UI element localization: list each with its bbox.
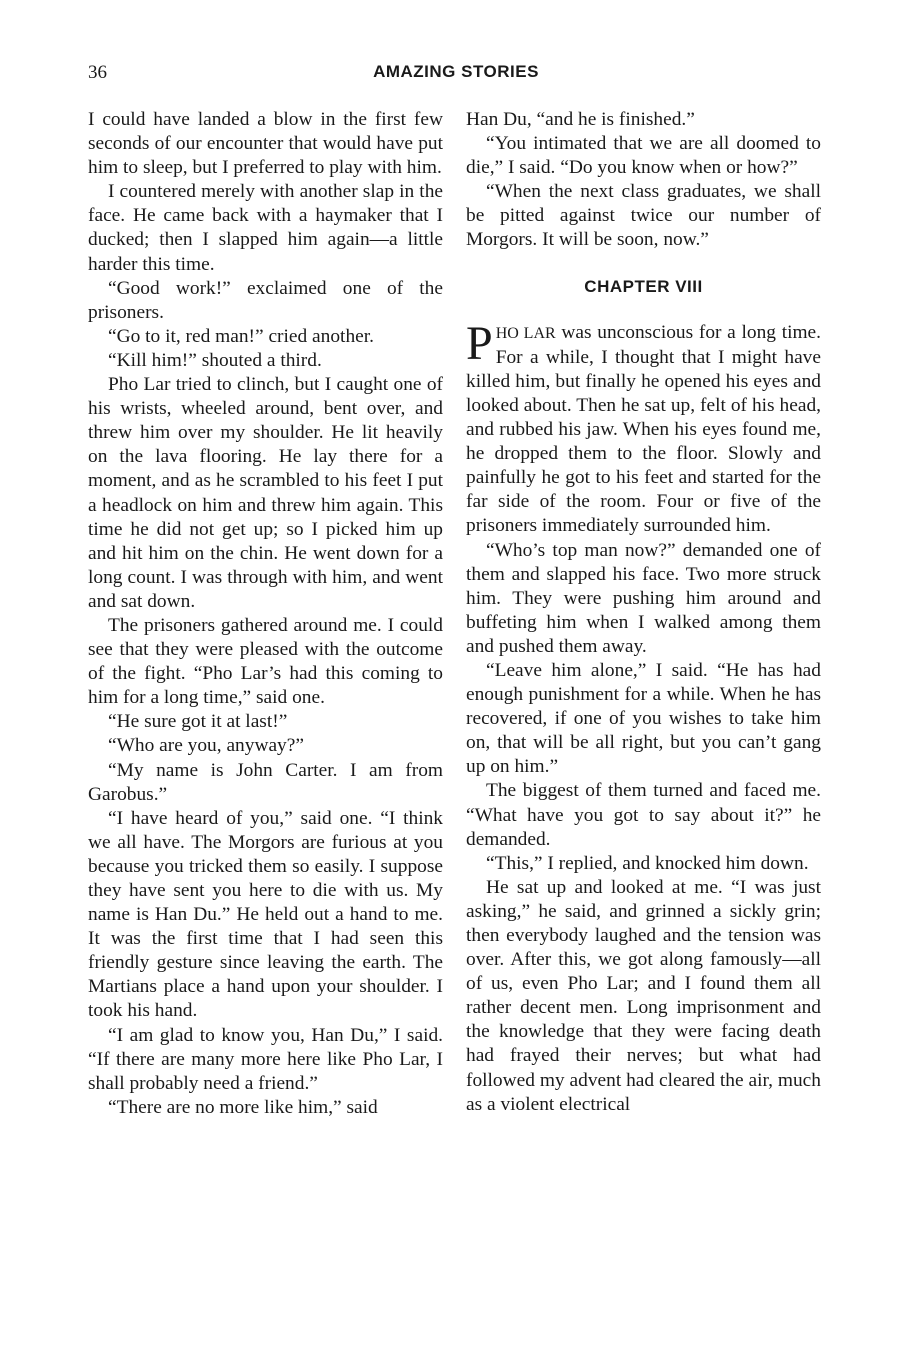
paragraph: “This,” I replied, and knocked him down.	[486, 852, 809, 874]
paragraph: “He sure got it at last!”	[108, 711, 288, 733]
paragraph: “There are no more like him,” said	[108, 1096, 378, 1118]
chapter-heading: CHAPTER VIII	[584, 276, 703, 296]
paragraph: The prisoners gathered around me. I could see that they were pleased with the outcome of the fight. “Pho Lar’s had this coming to him for a long time,” said one.	[88, 614, 443, 709]
left-column	[88, 108, 443, 1120]
paragraph: He sat up and looked at me. “I was just asking,” he said, and grinned a sickly grin; then everybody laughed and the tension was over. After this, we got along famously—all of us, even Pho Lar; and I found them all rather decent men. Long imprisonment and the knowledge that they were facing death had frayed their nerves; but what had followed my advent had cleared the air, much as a violent electrical	[466, 876, 821, 1115]
paragraph: “Who’s top man now?” demanded one of them and slapped his face. Two more struck him. They were pushing him around and buffeting him when I walked among them and pushed them away.	[466, 539, 821, 657]
opening-text: was unconscious for a long time. For a while, I thought that I might have killed him, but finally he opened his eyes and looked about. Then he sat up, felt of his head, and rubbed his jaw. When his eyes found me, he dropped them to the floor. Slowly and painfully he got to his feet and started for the far side of the room. Four or five of the prisoners immediately surrounded him.	[466, 321, 822, 537]
paragraph: Pho Lar tried to clinch, but I caught one of his wrists, wheeled around, bent over, and threw him over my shoulder. He lit heavily on the lava flooring. He lay there for a moment, and as he scrambled to his feet I put a headlock on him and threw him again. This time he did not get up; so I picked him up and hit him on the chin. He went down for a long count. I was through with him, and went and sat down.	[88, 374, 443, 612]
lead-in-caps: HO LAR	[495, 324, 556, 342]
right-column	[466, 108, 821, 1117]
paragraph: Han Du, “and he is finished.”	[466, 109, 695, 130]
page-header	[88, 62, 824, 92]
running-head: AMAZING STORIES	[373, 62, 539, 81]
paragraph: “Kill him!” shouted a third.	[108, 349, 322, 371]
paragraph: “When the next class graduates, we shall be pitted against twice our number of Morgors. It will be soon, now.”	[466, 181, 821, 251]
paragraph: “Leave him alone,” I said. “He has had enough punishment for a while. When he has recovered, if one of you wishes to take him on, that will be all right, but you can’t gang up on him.”	[466, 659, 821, 778]
paragraph: “I have heard of you,” said one. “I think we all have. The Morgors are furious at you because you tricked them so easily. I suppose they have sent you here to die with us. My name is Han Du.” He held out a hand to me. It was the first time that I had seen this friendly gesture since leaving the earth. The Martians place a hand upon your shoulder. I took his hand.	[88, 807, 443, 1022]
page-number: 36	[88, 62, 107, 83]
paragraph: “Who are you, anyway?”	[108, 735, 304, 757]
paragraph: The biggest of them turned and faced me. “What have you got to say about it?” he demanded.	[466, 780, 821, 850]
paragraph: “Go to it, red man!” cried another.	[108, 325, 374, 347]
paragraph: I countered merely with another slap in the face. He came back with a haymaker that I ducked; then I slapped him again—a little harder this time.	[88, 181, 443, 275]
paragraph: “Good work!” exclaimed one of the prisoners.	[88, 277, 443, 323]
paragraph: “My name is John Carter. I am from Garobus.”	[88, 759, 443, 805]
paragraph: “I am glad to know you, Han Du,” I said. “If there are many more here like Pho Lar, I shall probably need a friend.”	[88, 1024, 443, 1094]
paragraph: I could have landed a blow in the first few seconds of our encounter that would have put him to sleep, but I preferred to play with him.	[88, 109, 443, 179]
chapter-opening-paragraph	[466, 316, 822, 539]
drop-cap: P	[466, 316, 493, 370]
paragraph: “You intimated that we are all doomed to die,” I said. “Do you know when or how?”	[466, 133, 821, 179]
